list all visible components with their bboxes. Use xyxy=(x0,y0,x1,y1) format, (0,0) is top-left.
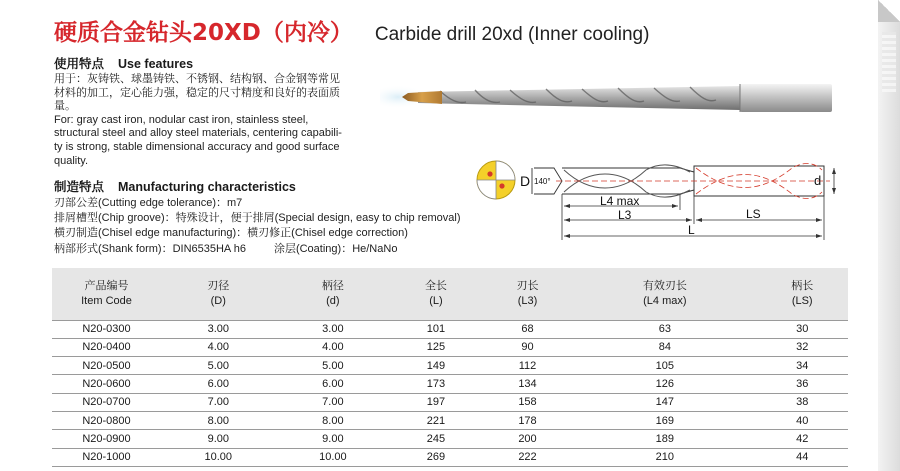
table-cell: 6.00 xyxy=(276,375,391,393)
use-en-line: quality. xyxy=(54,154,89,167)
table-cell: 44 xyxy=(756,448,848,466)
diameter-D-label: D xyxy=(520,173,531,189)
table-cell: 189 xyxy=(573,430,756,448)
table-cell: 9.00 xyxy=(161,430,276,448)
table-cell: 158 xyxy=(482,393,574,411)
centre-line xyxy=(556,164,830,199)
table-cell: 134 xyxy=(482,375,574,393)
table-cell: 4.00 xyxy=(276,338,391,356)
manufacturing-text xyxy=(54,196,461,257)
header-L4-max xyxy=(573,268,756,320)
table-cell: 149 xyxy=(390,357,482,375)
table-cell: 245 xyxy=(390,430,482,448)
table-header-row xyxy=(52,268,848,320)
table-cell: N20-1000 xyxy=(52,448,161,466)
header-label: 刃径 xyxy=(207,279,230,292)
table-row xyxy=(52,448,848,466)
table-cell: 3.00 xyxy=(276,320,391,338)
header-item-code xyxy=(52,268,161,320)
table-cell: 5.00 xyxy=(161,357,276,375)
header-d xyxy=(276,268,391,320)
table-row xyxy=(52,338,848,356)
table-cell: N20-0600 xyxy=(52,375,161,393)
L3-label: L3 xyxy=(618,208,632,222)
table-row xyxy=(52,357,848,375)
table-cell: 200 xyxy=(482,430,574,448)
table-cell: N20-0800 xyxy=(52,411,161,429)
shank-coating-line xyxy=(54,242,461,257)
table-cell: 7.00 xyxy=(276,393,391,411)
title-english: Carbide drill 20xd (Inner cooling) xyxy=(374,24,650,45)
table-row xyxy=(52,430,848,448)
table-cell: 8.00 xyxy=(161,411,276,429)
table-cell: 178 xyxy=(482,411,574,429)
table-cell: 63 xyxy=(573,320,756,338)
table-cell: 9.00 xyxy=(276,430,391,448)
title-chinese: 硬质合金钻头20XD（内冷） xyxy=(54,20,353,46)
header-label: Item Code xyxy=(81,294,132,307)
header-label: (D) xyxy=(210,294,226,307)
table-row xyxy=(52,320,848,338)
table-cell: 210 xyxy=(573,448,756,466)
L-label: L xyxy=(688,223,695,237)
table-cell: 30 xyxy=(756,320,848,338)
dimension-diagram xyxy=(470,150,860,250)
table-cell: 197 xyxy=(390,393,482,411)
use-features-heading-en: Use features xyxy=(118,57,194,71)
table-cell: 221 xyxy=(390,411,482,429)
spec-table xyxy=(52,268,848,467)
shank-form: 柄部形式(Shank form)：DIN6535HA h6 xyxy=(54,242,246,255)
table-cell: 112 xyxy=(482,357,574,375)
table-cell: 105 xyxy=(573,357,756,375)
table-cell: 147 xyxy=(573,393,756,411)
chip-groove: 排屑槽型(Chip groove)：特殊设计，便于排屑(Special design, easy to chip removal) xyxy=(54,212,461,225)
header-label: 有效刃长 xyxy=(642,279,687,292)
table-cell: 5.00 xyxy=(276,357,391,375)
LS-label: LS xyxy=(746,207,761,221)
table-cell: N20-0900 xyxy=(52,430,161,448)
coating: 涂层(Coating)：He/NaNo xyxy=(273,242,398,255)
table-cell: 3.00 xyxy=(161,320,276,338)
use-features-heading-cn: 使用特点 xyxy=(54,57,105,71)
header-D xyxy=(161,268,276,320)
table-cell: 169 xyxy=(573,411,756,429)
header-label: 产品编号 xyxy=(84,279,129,292)
manufacturing-heading-en: Manufacturing characteristics xyxy=(118,180,296,194)
table-cell: 34 xyxy=(756,357,848,375)
table-cell: 10.00 xyxy=(276,448,391,466)
chisel-edge: 横刃制造(Chisel edge manufacturing)：横刃修正(Chisel edge correction) xyxy=(54,227,408,240)
drill-shank xyxy=(740,84,832,112)
table-cell: 126 xyxy=(573,375,756,393)
table-cell: 8.00 xyxy=(276,411,391,429)
table-cell: 90 xyxy=(482,338,574,356)
table-cell: 38 xyxy=(756,393,848,411)
use-en-line: For: gray cast iron, nodular cast iron, stainless steel, xyxy=(54,113,309,126)
table-cell: 68 xyxy=(482,320,574,338)
header-label: 刃长 xyxy=(516,279,539,292)
use-features-heading xyxy=(54,54,193,72)
header-label: 柄径 xyxy=(321,279,344,292)
table-cell: 10.00 xyxy=(161,448,276,466)
header-label: (L3) xyxy=(517,294,538,307)
drill-end-view xyxy=(477,161,515,199)
drill-photo xyxy=(380,70,840,140)
header-label: (L4 max) xyxy=(643,294,687,307)
use-cn-line: 材料的加工，定心能力强，稳定的尺寸精度和良好的表面质 xyxy=(54,86,340,99)
use-features-text xyxy=(54,73,384,168)
table-cell: N20-0300 xyxy=(52,320,161,338)
use-cn-line: 量。 xyxy=(54,100,76,113)
header-LS xyxy=(756,268,848,320)
table-cell: N20-0700 xyxy=(52,393,161,411)
table-cell: 222 xyxy=(482,448,574,466)
manufacturing-heading xyxy=(54,177,296,195)
L4-max-label: L4 max xyxy=(600,194,640,208)
shank-d-label: d xyxy=(814,173,822,188)
manufacturing-heading-cn: 制造特点 xyxy=(54,180,105,194)
point-angle-label: 140° xyxy=(534,177,551,186)
header-label: 全长 xyxy=(424,279,447,292)
use-en-line: ty is strong, stable dimensional accuracy and good surface xyxy=(54,140,340,153)
table-cell: N20-0400 xyxy=(52,338,161,356)
table-cell: 36 xyxy=(756,375,848,393)
table-row xyxy=(52,375,848,393)
header-L3 xyxy=(482,268,574,320)
page-corner-decoration xyxy=(878,0,900,471)
table-cell: 42 xyxy=(756,430,848,448)
side-watermark xyxy=(882,32,896,92)
table-cell: N20-0500 xyxy=(52,357,161,375)
table-cell: 40 xyxy=(756,411,848,429)
cutting-edge-tolerance: 刃部公差(Cutting edge tolerance)：m7 xyxy=(54,197,243,209)
table-cell: 6.00 xyxy=(161,375,276,393)
page-fold xyxy=(878,0,900,22)
header-label: (d) xyxy=(326,294,340,307)
header-label: (LS) xyxy=(791,294,813,307)
table-cell: 173 xyxy=(390,375,482,393)
table-cell: 4.00 xyxy=(161,338,276,356)
page-title xyxy=(54,14,649,47)
header-L xyxy=(390,268,482,320)
header-label: (L) xyxy=(429,294,443,307)
table-cell: 32 xyxy=(756,338,848,356)
table-cell: 84 xyxy=(573,338,756,356)
table-cell: 7.00 xyxy=(161,393,276,411)
table-cell: 125 xyxy=(390,338,482,356)
table-cell: 101 xyxy=(390,320,482,338)
table-row xyxy=(52,411,848,429)
use-en-line: structural steel and alloy steel materials, centering capabili- xyxy=(54,127,342,140)
table-row xyxy=(52,393,848,411)
table-cell: 269 xyxy=(390,448,482,466)
use-cn-line: 用于：灰铸铁、球墨铸铁、不锈钢、结构钢、合金钢等常见 xyxy=(54,73,340,85)
header-label: 柄长 xyxy=(791,279,814,292)
